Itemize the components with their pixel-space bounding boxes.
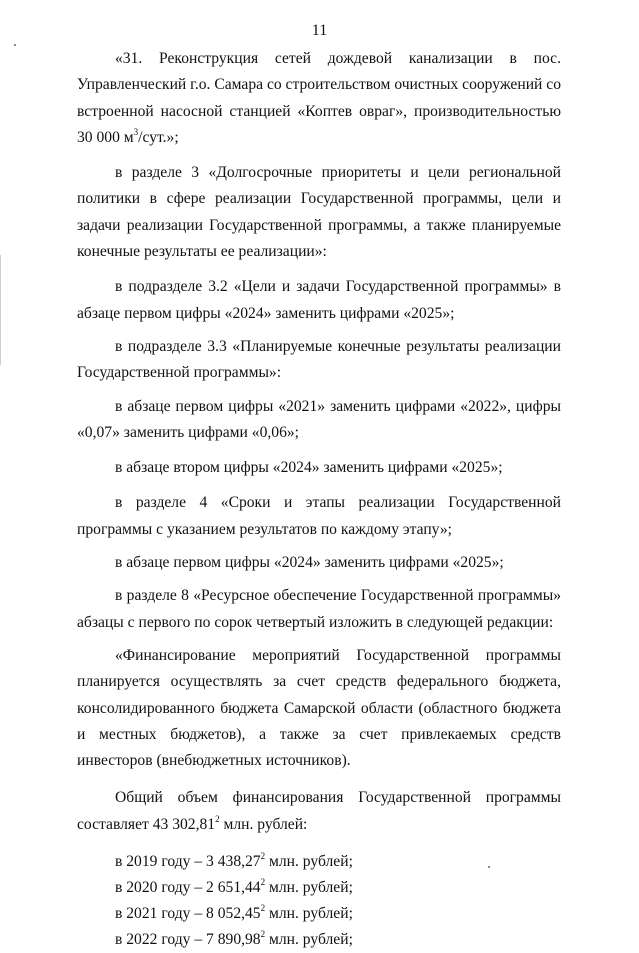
year-item — [77, 849, 561, 875]
year-unit: млн. рублей; — [265, 853, 353, 871]
paragraph-section-4-abzac: в абзаце первом цифры «2024» заменить цифрами «2025»; — [115, 554, 504, 572]
paragraph-second-abzac: в абзаце втором цифры «2024» заменить цифрами «2025»; — [115, 459, 503, 477]
paragraph-section-8: в разделе 8 «Ресурсное обеспечение Государственной программы» абзацы с первого по сорок четвертый изложить в следующей редакции: — [77, 587, 561, 631]
paragraph-text: «31. Реконструкция сетей дождевой канализации в пос. Управленческий г.о. Самара со строительством очистных сооружений со встроенной насосной станцией «Коптев овраг», производительностью 30 000 м — [77, 50, 561, 146]
year-amount: в 2022 году – 7 890,98 — [115, 931, 261, 949]
superscript: 2 — [260, 902, 266, 913]
year-amount: в 2019 году – 3 438,27 — [115, 853, 261, 871]
scan-edge-mark — [0, 255, 1, 365]
superscript: 3 — [133, 126, 139, 137]
paragraph-section-4: в разделе 4 «Сроки и этапы реализации Государственной программы с указанием результатов по каждому этапу»; — [77, 494, 561, 538]
paragraph-text: млн. рублей: — [219, 815, 308, 833]
year-amount: в 2021 году – 8 052,45 — [115, 905, 261, 923]
year-unit: млн. рублей; — [265, 905, 353, 923]
paragraph-section-3: в разделе 3 «Долгосрочные приоритеты и цели региональной политики в сфере реализации Государственной программы, цели и задачи реализации Государственной программы, а также планируемые конечные результаты ее реализации»: — [77, 164, 561, 261]
year-unit: млн. рублей; — [265, 931, 353, 949]
superscript: 2 — [260, 876, 266, 887]
paragraph-text: /сут.»; — [138, 128, 179, 146]
document-body — [77, 46, 561, 953]
year-item — [77, 875, 561, 901]
paragraph-subsection-3-3: в подразделе 3.3 «Планируемые конечные результаты реализации Государственной программы»: — [77, 337, 561, 382]
scan-speck — [14, 44, 16, 46]
paragraph-financing: «Финансирование мероприятий Государственной программы планируется осуществлять за счет средств федерального бюджета, консолидированного бюджета Самарской области (областного бюджета и местных бюджетов), а также за счет привлекаемых средств инвесторов (внебюджетных источников). — [77, 646, 561, 770]
yearly-amounts-list — [77, 849, 561, 953]
paragraph-subsection-3-2: в подразделе 3.2 «Цели и задачи Государственной программы» в абзаце первом цифры «2024» заменить цифрами «2025»; — [77, 278, 561, 322]
page-number: 11 — [311, 22, 328, 39]
paragraph-text: Общий объем финансирования Государственной программы составляет 43 302,81 — [77, 789, 561, 833]
paragraph-item-31 — [77, 46, 561, 151]
superscript: 2 — [260, 850, 266, 861]
superscript: 2 — [215, 813, 220, 824]
year-item — [77, 927, 561, 953]
paragraph-total-volume — [77, 785, 561, 838]
year-unit: млн. рублей; — [265, 879, 353, 897]
superscript: 2 — [260, 928, 266, 939]
paragraph-first-abzac: в абзаце первом цифры «2021» заменить цифрами «2022», цифры «0,07» заменить цифрами «0,06»; — [77, 397, 561, 441]
year-amount: в 2020 году – 2 651,44 — [115, 879, 261, 897]
